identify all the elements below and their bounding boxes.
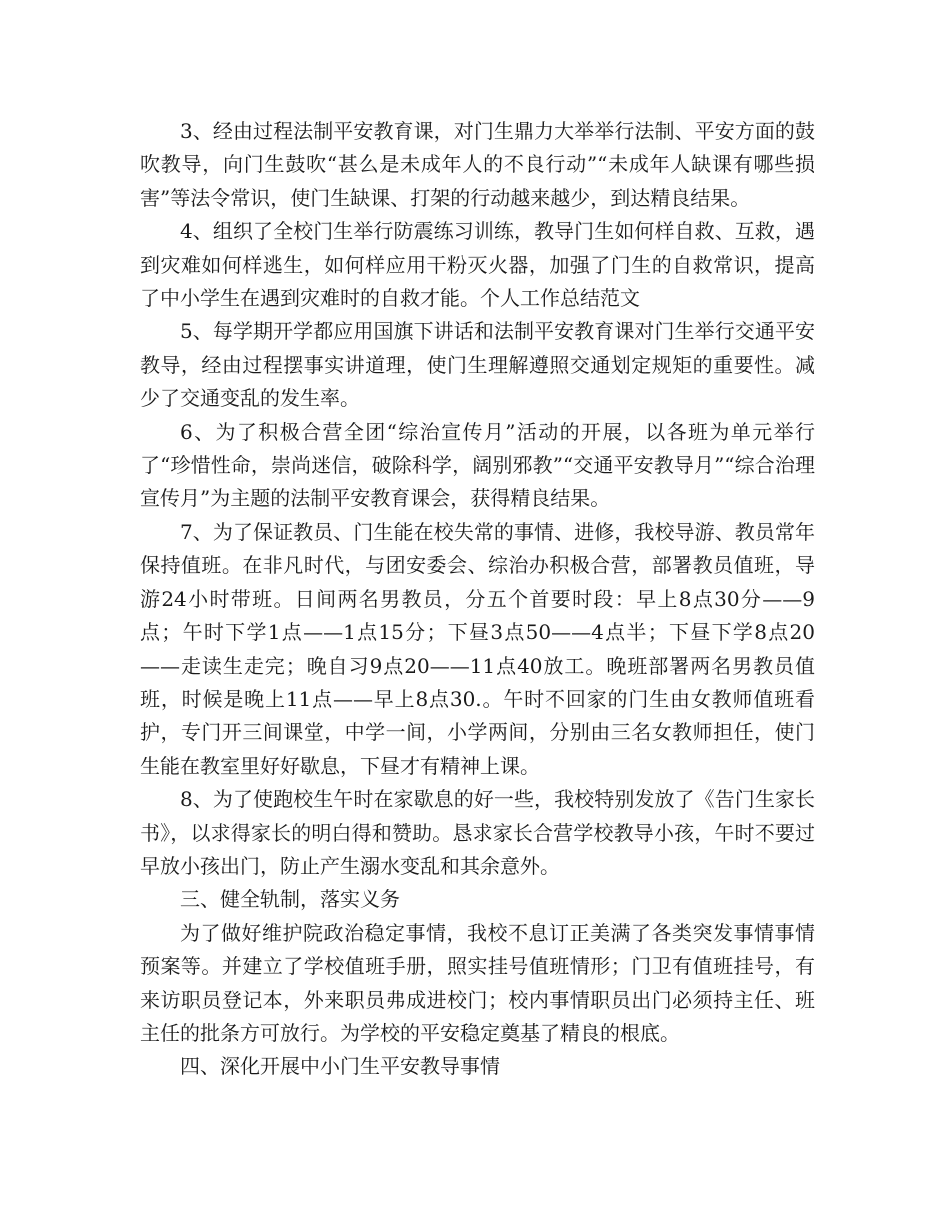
paragraph-item-6: 6、为了积极合营全团“综治宣传月”活动的开展，以各班为单元举行了“珍惜性命，崇尚迷信，破除科学，阔别邪教”“交通平安教导月”“综合治理宣传月”为主题的法制平安教育课会，获得精良结果。 (140, 419, 815, 511)
section-heading-3: 三、健全轨制，落实义务 (180, 887, 400, 912)
paragraph-item-8: 8、为了使跑校生午时在家歇息的好一些，我校特别发放了《告门生家长书》，以求得家长的明白得和赞助。恳求家长合营学校教导小孩，午时不要过早放小孩出门，防止产生溺水变乱和其余意外。 (140, 787, 815, 878)
paragraph-item-3: 3、经由过程法制平安教育课，对门生鼎力大举举行法制、平安方面的鼓吹教导，向门生鼓吹“甚么是未成年人的不良行动”“未成年人缺课有哪些损害”等法令常识，使门生缺课、打架的行动越来越少，到达精良结果。 (140, 119, 815, 210)
paragraph-regulations: 为了做好维护院政治稳定事情，我校不息订正美满了各类突发事情事情预案等。并建立了学校值班手册，照实挂号值班情形；门卫有值班挂号，有来访职员登记本，外来职员弗成进校门；校内事情职员出门必须持主任、班主任的批条方可放行。为学校的平安稳定奠基了精良的根底。 (140, 920, 815, 1045)
paragraph-item-7: 7、为了保证教员、门生能在校失常的事情、进修，我校导游、教员常年保持值班。在非凡时代，与团安委会、综治办积极合营，部署教员值班，导游24小时带班。日间两名男教员，分五个首要时段：早上8点30分——9点；午时下学1点——1点15分；下昼3点50——4点半；下昼下学8点20——走读生走完；晚自习9点20——11点40放工。晚班部署两名男教员值班，时候是晚上11点——早上8点30.。午时不回家的门生由女教师值班看护，专门开三间课堂，中学一间，小学两间，分别由三名女教师担任，使门生能在教室里好好歇息，下昼才有精神上课。 (140, 519, 815, 778)
paragraph-item-5: 5、每学期开学都应用国旗下讲话和法制平安教育课对门生举行交通平安教导，经由过程摆事实讲道理，使门生理解遵照交通划定规矩的重要性。减少了交通变乱的发生率。 (140, 319, 815, 411)
document-body (140, 115, 815, 1084)
section-heading-4: 四、深化开展中小门生平安教导事情 (180, 1054, 500, 1079)
paragraph-item-4: 4、组织了全校门生举行防震练习训练，教导门生如何样自救、互救，遇到灾难如何样逃生，如何样应用干粉灭火器，加强了门生的自救常识，提高了中小学生在遇到灾难时的自救才能。个人工作总结范文 (140, 219, 815, 311)
